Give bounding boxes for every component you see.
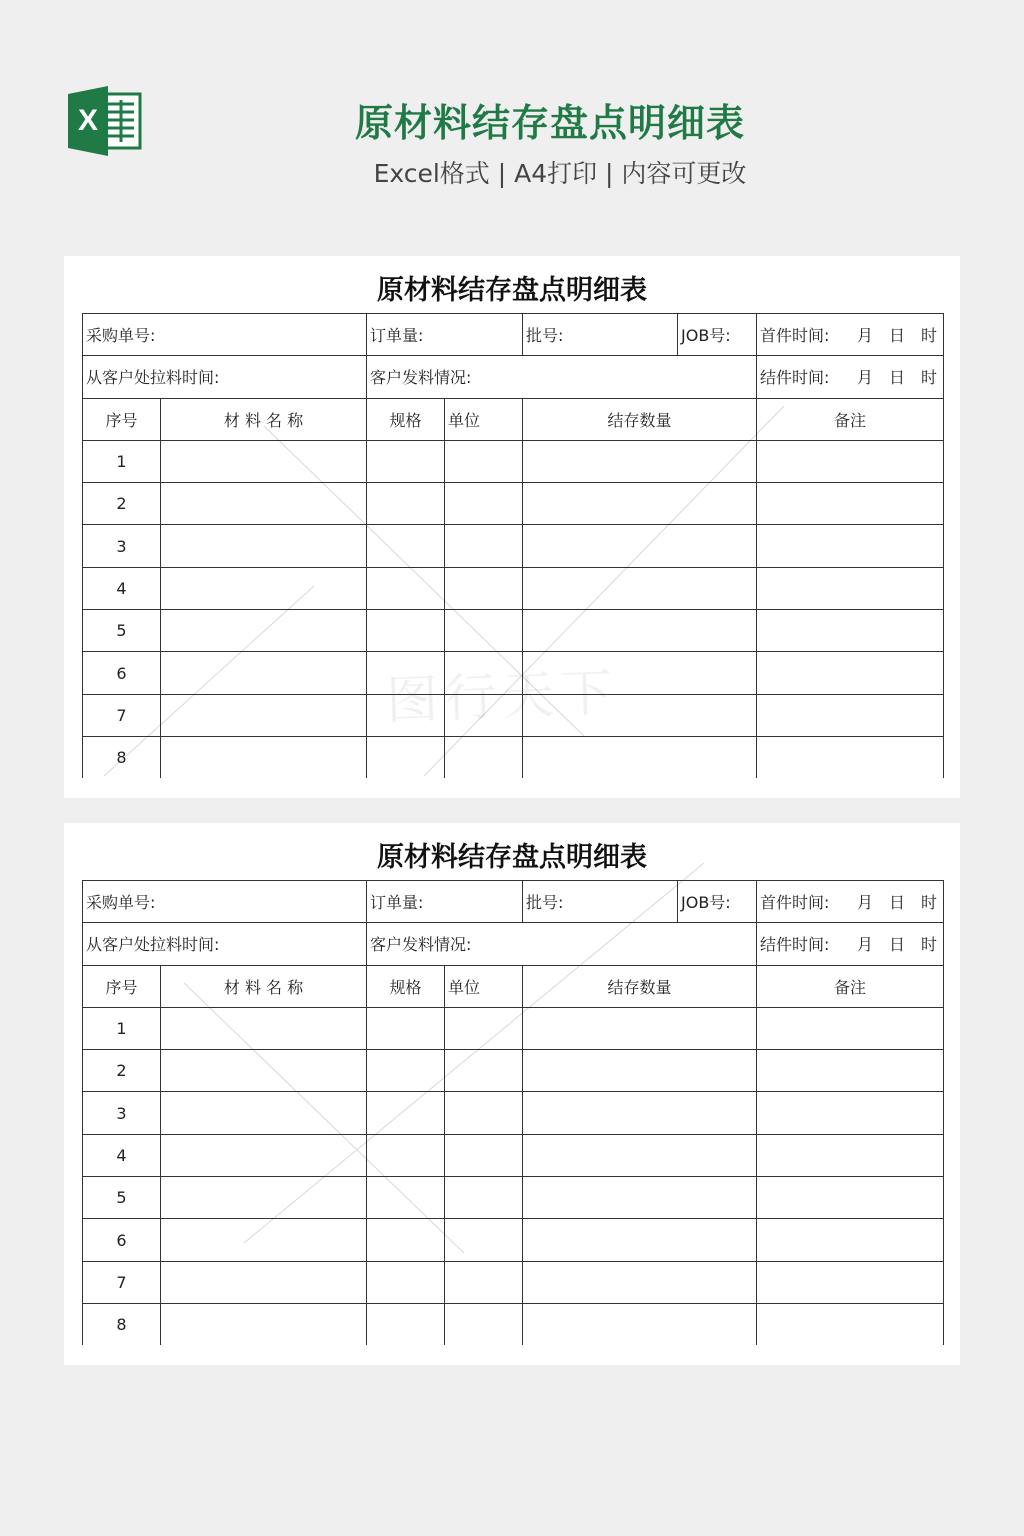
page-subtitle: Excel格式 | A4打印 | 内容可更改 <box>373 159 747 188</box>
cell-spec[interactable] <box>367 1177 445 1219</box>
table-row <box>83 1134 944 1176</box>
batch-no-field[interactable]: 批号: <box>523 314 678 356</box>
cell-unit[interactable] <box>445 694 523 736</box>
table-row <box>83 1050 944 1092</box>
cell-qty[interactable] <box>523 694 757 736</box>
cell-spec[interactable] <box>367 610 445 652</box>
row-number: 3 <box>83 1092 161 1134</box>
order-qty-field[interactable]: 订单量: <box>367 881 523 923</box>
cell-material[interactable] <box>161 1219 367 1261</box>
table-row <box>83 1261 944 1303</box>
cell-qty[interactable] <box>523 736 757 778</box>
cell-spec[interactable] <box>367 1261 445 1303</box>
cell-remark[interactable] <box>757 1177 944 1219</box>
cell-spec[interactable] <box>367 736 445 778</box>
table-row <box>83 440 944 482</box>
cell-unit[interactable] <box>445 1050 523 1092</box>
row-number: 5 <box>83 610 161 652</box>
col-material-name: 材 料 名 称 <box>161 398 367 440</box>
row-number: 6 <box>83 652 161 694</box>
cell-unit[interactable] <box>445 736 523 778</box>
col-unit: 单位 <box>445 398 523 440</box>
end-time-label: 结件时间: <box>760 368 830 388</box>
end-time-units: 月 日 时 <box>856 935 937 955</box>
order-qty-field[interactable]: 订单量: <box>367 314 523 356</box>
table-row <box>83 567 944 609</box>
cell-spec[interactable] <box>367 1134 445 1176</box>
row-number: 1 <box>83 440 161 482</box>
cell-material[interactable] <box>161 567 367 609</box>
col-index: 序号 <box>83 398 161 440</box>
cell-spec[interactable] <box>367 525 445 567</box>
col-stock-qty: 结存数量 <box>523 398 757 440</box>
cell-remark[interactable] <box>757 483 944 525</box>
cell-unit[interactable] <box>445 483 523 525</box>
cell-material[interactable] <box>161 1134 367 1176</box>
col-spec: 规格 <box>367 965 445 1007</box>
row-number: 4 <box>83 567 161 609</box>
cell-material[interactable] <box>161 1050 367 1092</box>
cell-remark[interactable] <box>757 736 944 778</box>
cell-unit[interactable] <box>445 1219 523 1261</box>
column-header-row <box>83 965 944 1007</box>
cell-qty[interactable] <box>523 652 757 694</box>
first-time-field[interactable] <box>757 314 944 356</box>
info-row-2 <box>83 356 944 398</box>
cell-material[interactable] <box>161 1261 367 1303</box>
info-row-1 <box>83 314 944 356</box>
excel-logo-icon <box>68 86 142 156</box>
cell-material[interactable] <box>161 1007 367 1049</box>
purchase-no-field[interactable]: 采购单号: <box>83 881 367 923</box>
col-remark: 备注 <box>757 965 944 1007</box>
cell-material[interactable] <box>161 483 367 525</box>
cell-qty[interactable] <box>523 1134 757 1176</box>
cell-unit[interactable] <box>445 1303 523 1345</box>
cell-material[interactable] <box>161 694 367 736</box>
row-number: 4 <box>83 1134 161 1176</box>
inventory-table <box>82 880 944 1345</box>
cell-material[interactable] <box>161 440 367 482</box>
row-number: 5 <box>83 1177 161 1219</box>
table-row <box>83 736 944 778</box>
cell-spec[interactable] <box>367 652 445 694</box>
end-time-label: 结件时间: <box>760 935 830 955</box>
sheet-title: 原材料结存盘点明细表 <box>377 842 647 873</box>
cell-material[interactable] <box>161 525 367 567</box>
end-time-field[interactable] <box>757 356 944 398</box>
cell-qty[interactable] <box>523 567 757 609</box>
cell-qty[interactable] <box>523 1092 757 1134</box>
sheet-preview-2 <box>64 823 960 1365</box>
cell-unit[interactable] <box>445 1261 523 1303</box>
cell-spec[interactable] <box>367 1219 445 1261</box>
row-number: 7 <box>83 694 161 736</box>
end-time-field[interactable] <box>757 923 944 965</box>
cell-unit[interactable] <box>445 567 523 609</box>
cell-qty[interactable] <box>523 440 757 482</box>
cell-qty[interactable] <box>523 1261 757 1303</box>
row-number: 8 <box>83 1303 161 1345</box>
cell-remark[interactable] <box>757 1092 944 1134</box>
cell-material[interactable] <box>161 1303 367 1345</box>
cell-remark[interactable] <box>757 610 944 652</box>
first-time-field[interactable] <box>757 881 944 923</box>
first-time-units: 月 日 时 <box>856 893 937 913</box>
info-row-2 <box>83 923 944 965</box>
page-title: 原材料结存盘点明细表 <box>354 101 745 145</box>
row-number: 2 <box>83 1050 161 1092</box>
table-row <box>83 652 944 694</box>
cell-spec[interactable] <box>367 483 445 525</box>
cell-qty[interactable] <box>523 1007 757 1049</box>
cell-spec[interactable] <box>367 567 445 609</box>
table-row <box>83 483 944 525</box>
col-stock-qty: 结存数量 <box>523 965 757 1007</box>
column-header-row <box>83 398 944 440</box>
row-number: 7 <box>83 1261 161 1303</box>
cell-material[interactable] <box>161 1092 367 1134</box>
cell-qty[interactable] <box>523 525 757 567</box>
cell-qty[interactable] <box>523 1050 757 1092</box>
cell-qty[interactable] <box>523 1303 757 1345</box>
purchase-no-field[interactable]: 采购单号: <box>83 314 367 356</box>
row-number: 1 <box>83 1007 161 1049</box>
end-time-units: 月 日 时 <box>856 368 937 388</box>
cell-unit[interactable] <box>445 1092 523 1134</box>
first-time-units: 月 日 时 <box>856 326 937 346</box>
row-number: 3 <box>83 525 161 567</box>
cell-spec[interactable] <box>367 1007 445 1049</box>
cell-remark[interactable] <box>757 694 944 736</box>
batch-no-field[interactable]: 批号: <box>523 881 678 923</box>
cell-remark[interactable] <box>757 1303 944 1345</box>
cell-unit[interactable] <box>445 1177 523 1219</box>
cell-qty[interactable] <box>523 1177 757 1219</box>
col-remark: 备注 <box>757 398 944 440</box>
cell-material[interactable] <box>161 1177 367 1219</box>
pickup-time-field[interactable]: 从客户处拉料时间: <box>83 923 367 965</box>
cell-spec[interactable] <box>367 1092 445 1134</box>
inventory-table <box>82 313 944 778</box>
cell-remark[interactable] <box>757 525 944 567</box>
row-number: 2 <box>83 483 161 525</box>
table-row <box>83 1219 944 1261</box>
first-time-label: 首件时间: <box>760 326 830 346</box>
cell-spec[interactable] <box>367 694 445 736</box>
table-row <box>83 1007 944 1049</box>
cell-spec[interactable] <box>367 1050 445 1092</box>
shipping-status-field[interactable]: 客户发料情况: <box>367 923 757 965</box>
sheet-title: 原材料结存盘点明细表 <box>377 275 647 306</box>
cell-remark[interactable] <box>757 652 944 694</box>
cell-spec[interactable] <box>367 440 445 482</box>
row-number: 6 <box>83 1219 161 1261</box>
cell-unit[interactable] <box>445 652 523 694</box>
cell-material[interactable] <box>161 610 367 652</box>
sheet-preview-1 <box>64 256 960 798</box>
cell-qty[interactable] <box>523 483 757 525</box>
cell-spec[interactable] <box>367 1303 445 1345</box>
cell-remark[interactable] <box>757 1050 944 1092</box>
cell-material[interactable] <box>161 652 367 694</box>
cell-qty[interactable] <box>523 1219 757 1261</box>
cell-remark[interactable] <box>757 1007 944 1049</box>
cell-remark[interactable] <box>757 1134 944 1176</box>
job-no-field[interactable]: JOB号: <box>678 881 757 923</box>
table-row <box>83 1177 944 1219</box>
pickup-time-field[interactable]: 从客户处拉料时间: <box>83 356 367 398</box>
cell-unit[interactable] <box>445 525 523 567</box>
shipping-status-field[interactable]: 客户发料情况: <box>367 356 757 398</box>
cell-remark[interactable] <box>757 1219 944 1261</box>
table-row <box>83 610 944 652</box>
col-material-name: 材 料 名 称 <box>161 965 367 1007</box>
cell-unit[interactable] <box>445 1007 523 1049</box>
cell-remark[interactable] <box>757 1261 944 1303</box>
job-no-field[interactable]: JOB号: <box>678 314 757 356</box>
cell-remark[interactable] <box>757 567 944 609</box>
table-row <box>83 694 944 736</box>
col-index: 序号 <box>83 965 161 1007</box>
logo-letter: X <box>77 104 99 137</box>
cell-unit[interactable] <box>445 1134 523 1176</box>
first-time-label: 首件时间: <box>760 893 830 913</box>
cell-remark[interactable] <box>757 440 944 482</box>
cell-material[interactable] <box>161 736 367 778</box>
watermark-text: 图行天下 <box>385 663 620 732</box>
col-spec: 规格 <box>367 398 445 440</box>
cell-unit[interactable] <box>445 440 523 482</box>
table-row <box>83 525 944 567</box>
col-unit: 单位 <box>445 965 523 1007</box>
row-number: 8 <box>83 736 161 778</box>
table-row <box>83 1092 944 1134</box>
table-row <box>83 1303 944 1345</box>
cell-qty[interactable] <box>523 610 757 652</box>
cell-unit[interactable] <box>445 610 523 652</box>
info-row-1 <box>83 881 944 923</box>
